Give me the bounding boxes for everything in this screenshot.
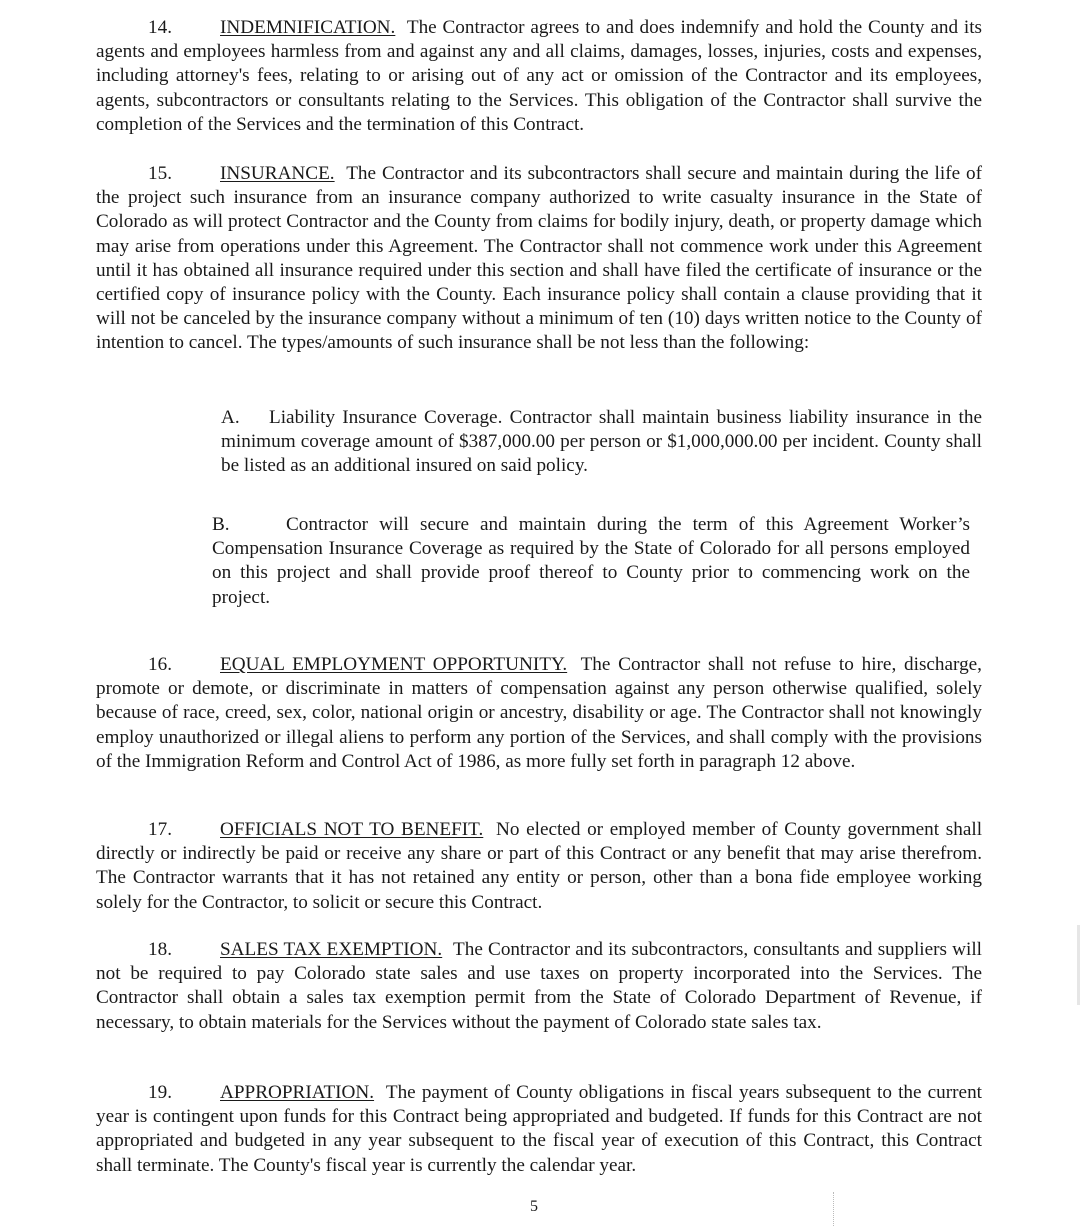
section-body: The Contractor agrees to and does indemnify and hold the County and its agents and employees harmless from and against any and all claims, damages, losses, injuries, costs and expenses, including attorney's fees, relating to or arising out of any act or omission of the Contractor and its employees, agents, subcontractors or consultants relating to the Services. This obligation of the Contractor shall survive the completion of the Services and the termination of this Contract. bbox=[96, 17, 982, 135]
section-heading: APPROPRIATION. bbox=[220, 1082, 375, 1103]
section-body: The Contractor and its subcontractors, consultants and suppliers will not be required to pay Colorado state sales and use taxes on property incorporated into the Services. The Contractor shall obtain a sales tax exemption permit from the State of Colorado Department of Revenue, if necessary, to obtain materials for the Services without the payment of Colorado state sales tax. bbox=[96, 939, 983, 1033]
section-heading: SALES TAX EXEMPTION. bbox=[220, 939, 443, 960]
subsection-body: Liability Insurance Coverage. Contractor shall maintain business liability insurance in the minimum coverage amount of $387,000.00 per person or $1,000,000.00 per incident. County shall be listed as an additional insured on said policy. bbox=[221, 407, 982, 477]
section-18-sales-tax bbox=[96, 938, 982, 1035]
subsection-letter: B. bbox=[212, 514, 230, 535]
section-body: No elected or employed member of County government shall directly or indirectly be paid or receive any share or part of this Contract or any benefit that may arise therefrom. The Contractor warrants that it has not retained any entity or person, other than a bona fide employee working solely for the Contractor, to solicit or secure this Contract. bbox=[96, 819, 983, 913]
subsection-body: Contractor will secure and maintain during the term of this Agreement Worker’s Compensation Insurance Coverage as required by the State of Colorado for all persons employed on this project and shall provide proof thereof to County prior to commencing work on the project. bbox=[212, 514, 970, 608]
section-body: The Contractor shall not refuse to hire, discharge, promote or demote, or discriminate in matters of compensation against any person otherwise qualified, solely because of race, creed, sex, color, national origin or ancestry, disability or age. The Contractor shall not knowingly employ unauthorized or illegal aliens to perform any portion of the Services, and shall comply with the provisions of the Immigration Reform and Control Act of 1986, as more fully set forth in paragraph 12 above. bbox=[96, 654, 982, 772]
section-heading: OFFICIALS NOT TO BENEFIT. bbox=[220, 819, 484, 840]
section-number: 16. bbox=[148, 654, 172, 675]
section-heading: EQUAL EMPLOYMENT OPPORTUNITY. bbox=[220, 654, 568, 675]
section-number: 17. bbox=[148, 819, 172, 840]
section-16-equal-employment bbox=[96, 653, 982, 774]
section-heading: INDEMNIFICATION. bbox=[220, 17, 396, 38]
section-body: The payment of County obligations in fiscal years subsequent to the current year is contingent upon funds for this Contract being appropriated and budgeted. If funds for this Contract are not appropriated and budgeted in any year subsequent to the fiscal year of execution of this Contract, this Contract shall terminate. The County's fiscal year is currently the calendar year. bbox=[96, 1082, 982, 1176]
section-body: The Contractor and its subcontractors shall secure and maintain during the life of the project such insurance from an insurance company authorized to write casualty insurance in the State of Colorado as will protect Contractor and the County from claims for bodily injury, death, or property damage which may arise from operations under this Agreement. The Contractor shall not commence work under this Agreement until it has obtained all insurance required under this section and shall have filed the certificate of insurance or the certified copy of insurance policy with the County. Each insurance policy shall contain a clause providing that it will not be canceled by the insurance company without a minimum of ten (10) days written notice to the County of intention to cancel. The types/amounts of such insurance shall be not less than the following: bbox=[96, 163, 982, 354]
subsection-b-workers-comp bbox=[212, 513, 970, 610]
section-number: 15. bbox=[148, 163, 172, 184]
section-15-insurance bbox=[96, 162, 982, 356]
scan-artifact-mark bbox=[833, 1192, 836, 1226]
section-heading: INSURANCE. bbox=[220, 163, 335, 184]
section-14-indemnification bbox=[96, 16, 982, 137]
subsection-a-liability bbox=[221, 406, 982, 479]
section-number: 14. bbox=[148, 17, 172, 38]
section-17-officials bbox=[96, 818, 982, 915]
section-number: 18. bbox=[148, 939, 172, 960]
section-number: 19. bbox=[148, 1082, 172, 1103]
section-19-appropriation bbox=[96, 1081, 982, 1178]
page-number: 5 bbox=[530, 1198, 538, 1215]
subsection-letter: A. bbox=[221, 407, 240, 428]
